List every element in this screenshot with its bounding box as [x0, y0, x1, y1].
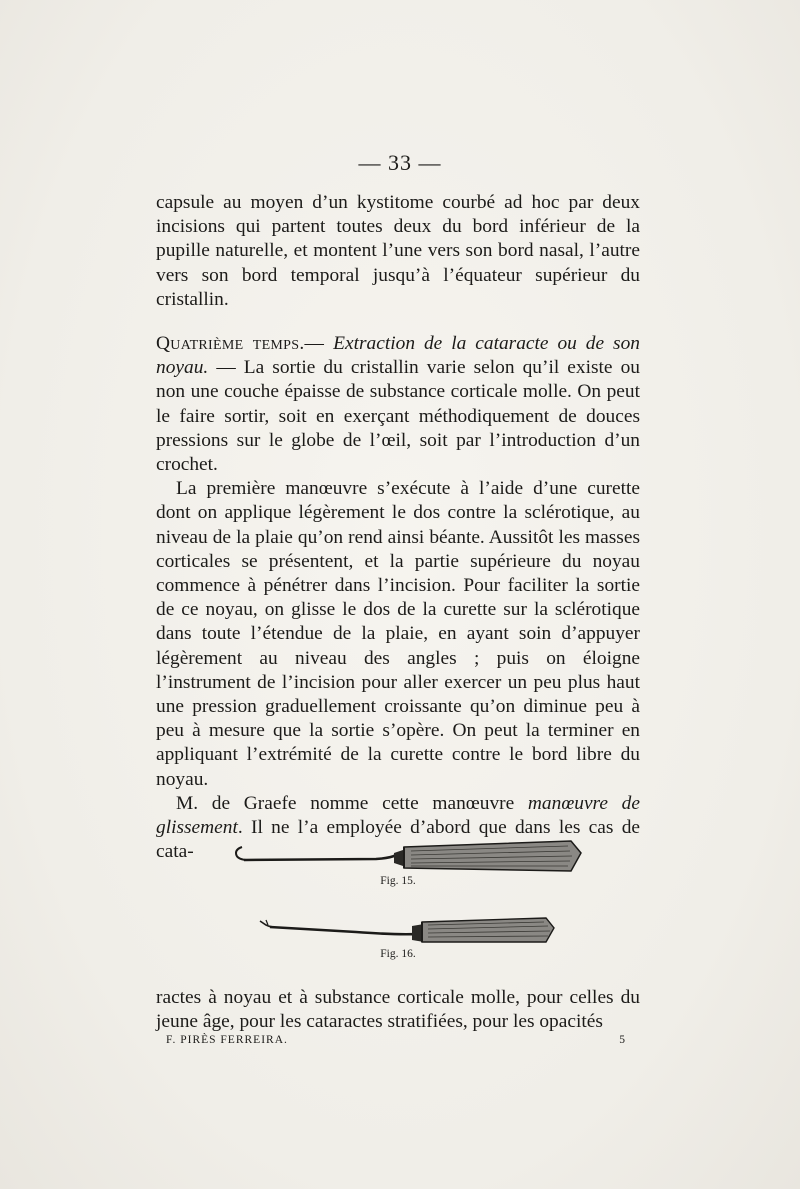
- continuation-text-block: [156, 986, 640, 1034]
- figure-16: [156, 912, 640, 960]
- figure-15-caption: Fig. 15.: [380, 875, 416, 887]
- sheet-number: 5: [619, 1034, 626, 1046]
- paragraph-premiere-manoeuvre: La première manœuvre s’exécute à l’aide d’une curette dont on applique légèrement le dos contre la sclérotique, au niveau de la plaie qu’on rend ainsi béante. Aussitôt les masses corticales se présentent, et la partie supérieure du noyau commence à pénétrer dans l’incision. Pour faciliter la sortie de ce noyau, on glisse le dos de la curette sur la sclérotique dans toute l’étendue de la plaie, en ayant soin d’appuyer légèrement au niveau des angles ; puis on éloigne l’instrument de l’incision pour aller exercer un peu plus haut une pression graduellement croissante qu’on diminue peu à peu à mesure que la sortie s’opère. On peut la terminer en appliquant l’extrémité de la curette contre le bord libre du noyau.: [156, 478, 640, 790]
- printer-signature: F. PIRÈS FERREIRA.: [166, 1034, 288, 1046]
- paragraph-gap: [156, 312, 640, 332]
- hook-instrument-icon: [156, 912, 640, 946]
- section-heading-label: Quatrième temps.—: [156, 333, 325, 355]
- section-heading-title: Extraction de la cataracte ou de son noyau.: [156, 333, 640, 379]
- figure-16-caption: Fig. 16.: [380, 948, 416, 960]
- graefe-italic: manœuvre de glissement: [156, 792, 640, 839]
- main-text-block: [156, 191, 640, 864]
- figure-15: [156, 835, 640, 885]
- paragraph-continuation: ractes à noyau et à substance corticale molle, pour celles du jeune âge, pour les cataractes stratifiées, pour les opacités: [156, 987, 640, 1033]
- page-number-header: — 33 —: [358, 150, 442, 175]
- section-text: — La sortie du cristallin varie selon qu’il existe ou non une couche épaisse de substance corticale molle. On peut le faire sortir, soit en exerçant méthodiquement de douces pressions sur le globe de l’œil, soit par l’introduction d’un crochet.: [156, 357, 640, 476]
- curette-instrument-icon: [156, 835, 640, 873]
- graefe-lead: M. de Graefe nomme cette manœuvre: [176, 792, 528, 814]
- section-quatrieme-temps: [156, 332, 640, 477]
- graefe-rest: . Il ne l’a employée d’abord que dans les cas de cata-: [156, 817, 640, 863]
- paragraph-capsule: capsule au moyen d’un kystitome courbé ad hoc par deux incisions qui partent toutes deux du bord inférieur de la pupille naturelle, et montent l’une vers son bord nasal, l’autre vers son bord temporal jusqu’à l’équateur supérieur du cristallin.: [156, 192, 640, 310]
